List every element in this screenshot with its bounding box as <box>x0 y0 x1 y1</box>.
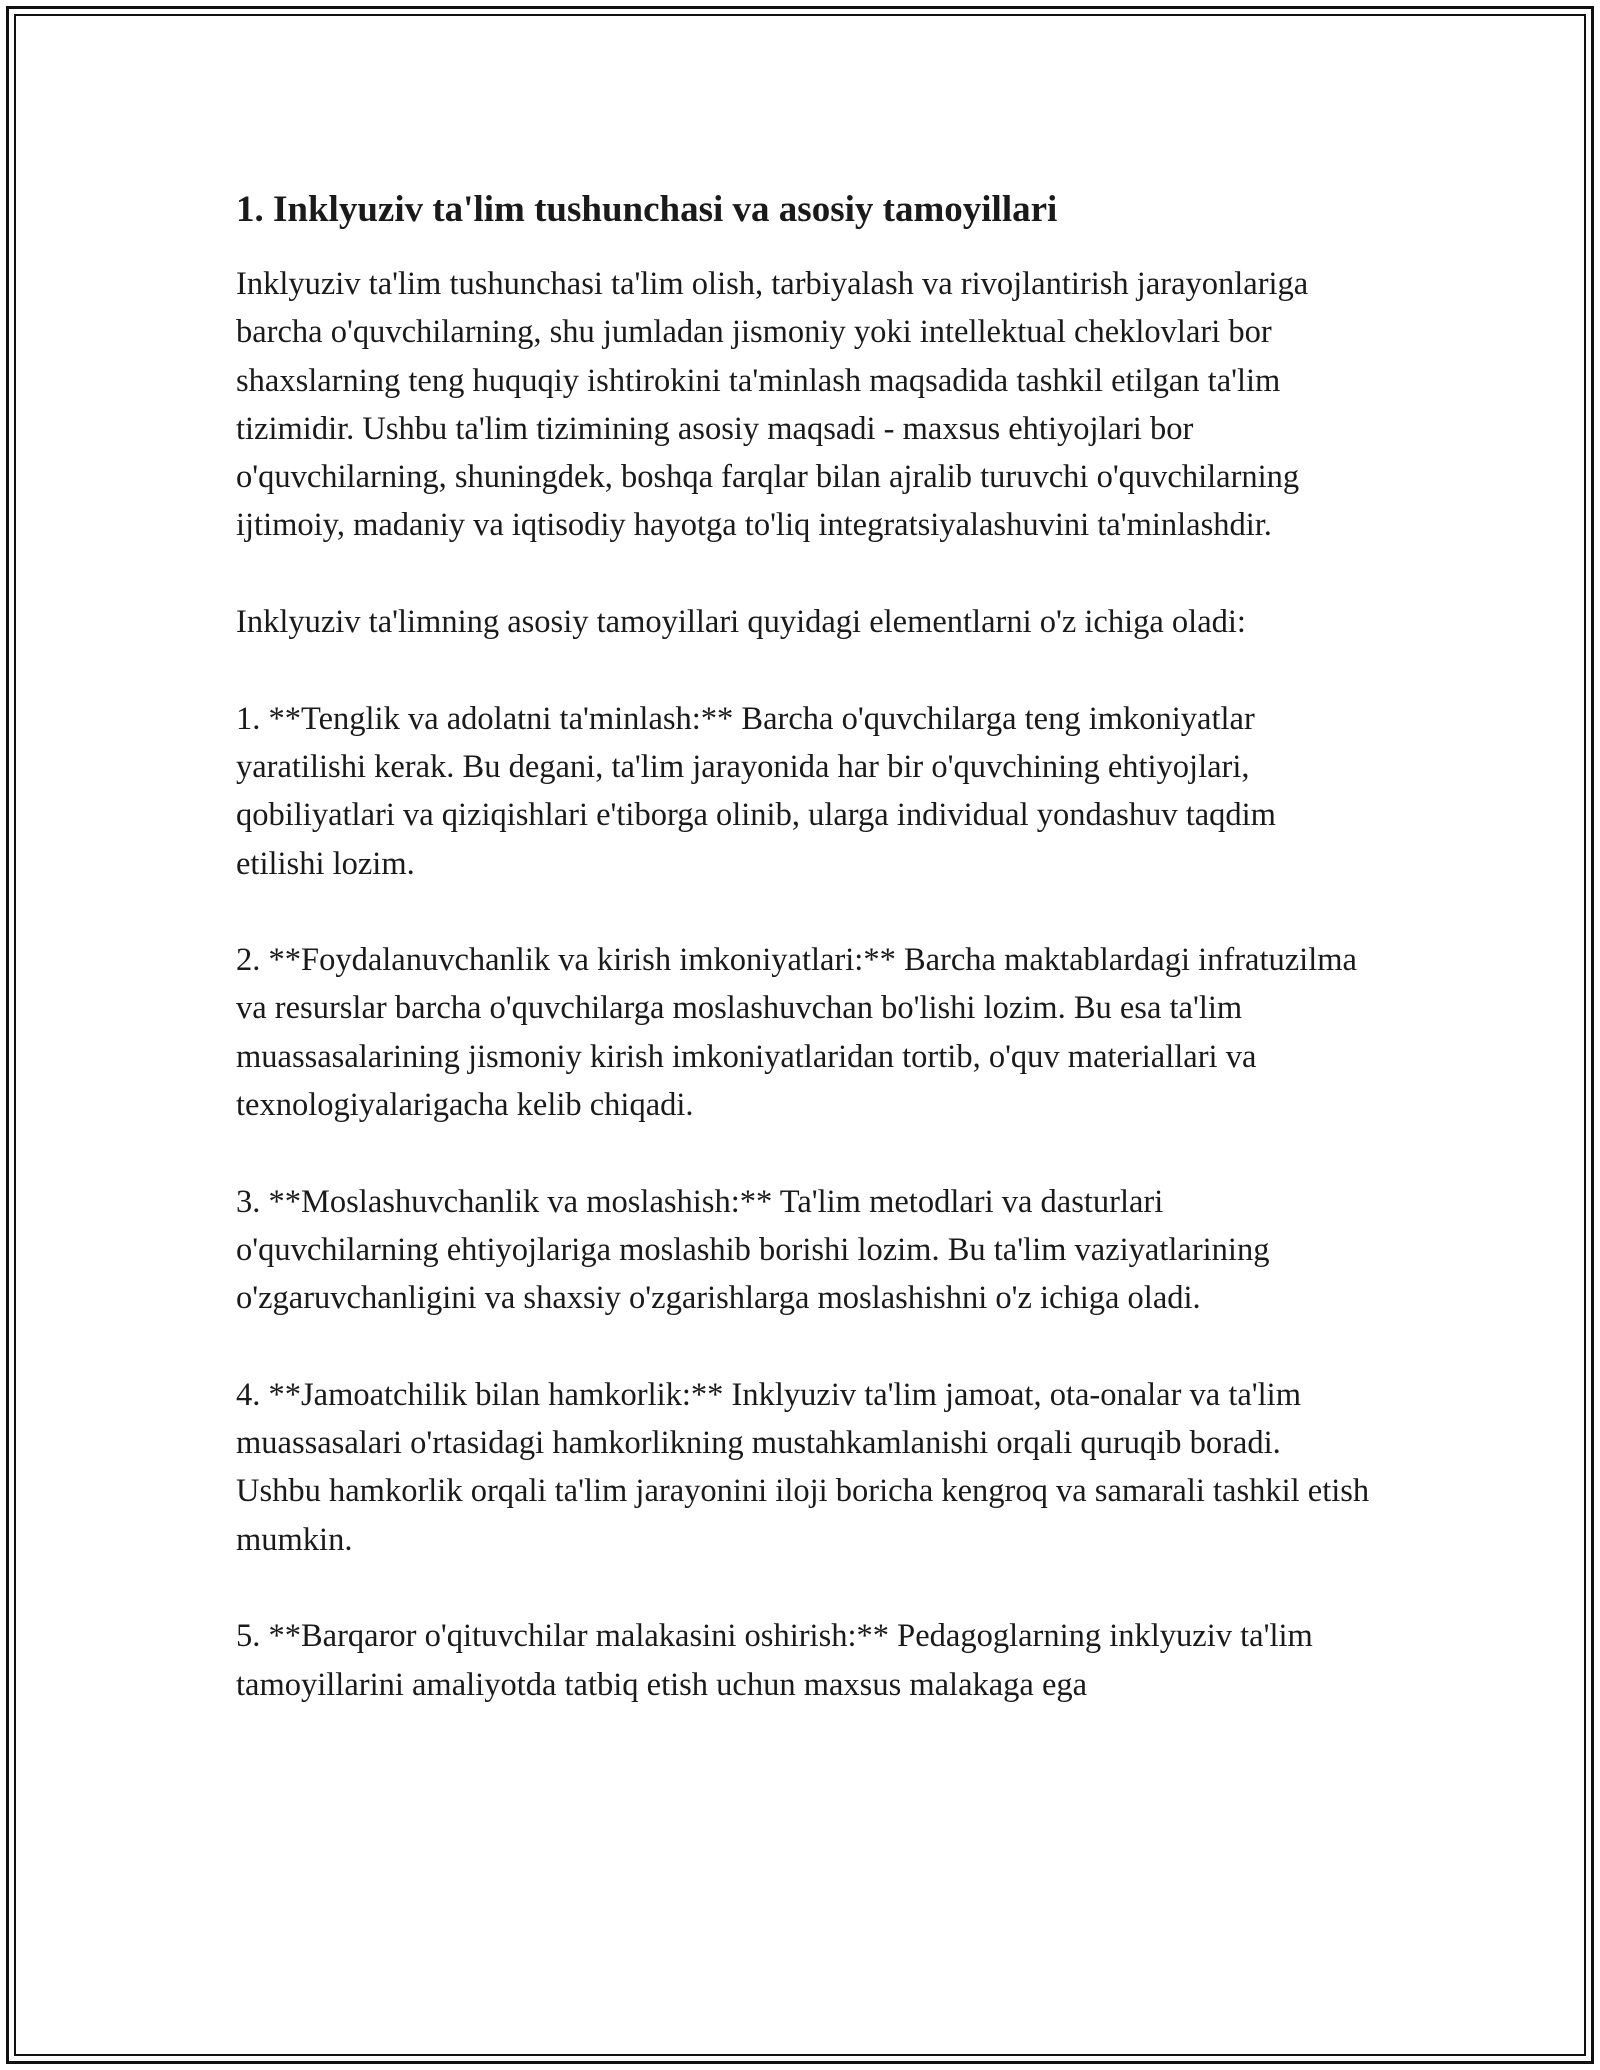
principle-3-paragraph: 3. **Moslashuvchanlik va moslashish:** Ta'lim metodlari va dasturlari o'quvchilarning ehtiyojlariga moslashib borishi lozim. Bu ta'lim vaziyatlarining o'zgaruvchanligini va shaxsiy o'zgarishlarga moslashishni o'z ichiga oladi. <box>236 1183 1270 1317</box>
section-heading: 1. Inklyuziv ta'lim tushunchasi va asosiy tamoyillari <box>236 189 1058 230</box>
principle-1-paragraph: 1. **Tenglik va adolatni ta'minlash:** Barcha o'quvchilarga teng imkoniyatlar yaratilishi kerak. Bu degani, ta'lim jarayonida har bir o'quvchining ehtiyojlari, qobiliyatlari va qiziqishlari e'tiborga olinib, ularga individual yondashuv taqdim etilishi lozim. <box>236 700 1276 882</box>
intro-paragraph: Inklyuziv ta'lim tushunchasi ta'lim olish, tarbiyalash va rivojlantirish jarayonlariga barcha o'quvchilarning, shu jumladan jismoniy yoki intellektual cheklovlari bor shaxslarning teng huquqiy ishtirokini ta'minlash maqsadida tashkil etilgan ta'lim tizimidir. Ushbu ta'lim tizimining asosiy maqsadi - maxsus ehtiyojlari bor o'quvchilarning, shuningdek, boshqa farqlar bilan ajralib turuvchi o'quvchilarning ijtimoiy, madaniy va iqtisodiy hayotga to'liq integratsiyalashuvini ta'minlashdir. <box>236 266 1309 544</box>
document-body <box>236 186 1370 1757</box>
principle-2-paragraph: 2. **Foydalanuvchanlik va kirish imkoniyatlari:** Barcha maktablardagi infratuzilma va resurslar barcha o'quvchilarga moslashuvchan bo'lishi lozim. Bu esa ta'lim muassasalarining jismoniy kirish imkoniyatlaridan tortib, o'quv materiallari va texnologiyalarigacha kelib chiqadi. <box>236 942 1357 1124</box>
principles-intro-paragraph: Inklyuziv ta'limning asosiy tamoyillari quyidagi elementlarni o'z ichiga oladi: <box>236 604 1246 641</box>
principle-5-paragraph: 5. **Barqaror o'qituvchilar malakasini oshirish:** Pedagoglarning inklyuziv ta'lim tamoyillarini amaliyotda tatbiq etish uchun maxsus malakaga ega <box>236 1618 1313 1703</box>
principle-4-paragraph: 4. **Jamoatchilik bilan hamkorlik:** Inklyuziv ta'lim jamoat, ota-onalar va ta'lim muassasalari o'rtasidagi hamkorlikning mustahkamlanishi orqali quruqib boradi. Ushbu hamkorlik orqali ta'lim jarayonini iloji boricha kengroq va samarali tashkil etish mumkin. <box>236 1376 1370 1558</box>
